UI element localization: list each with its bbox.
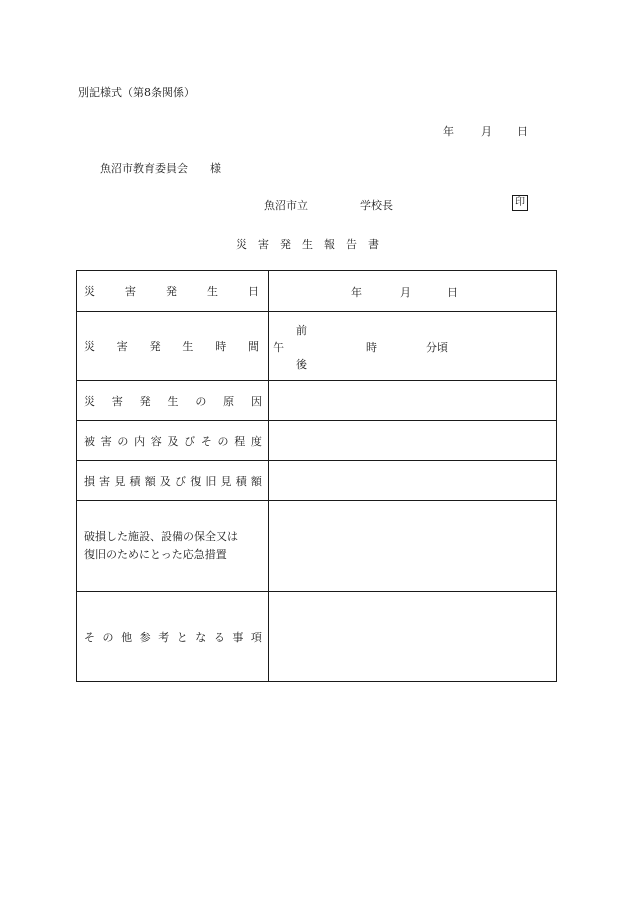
date-year: 年 [443,125,454,138]
value-damage-estimate[interactable] [269,461,557,501]
row-other-notes [77,592,557,682]
signature-school-prefix: 魚沼市立 [264,199,308,212]
signature-title: 学校長 [360,199,393,212]
label-damage-details: 被 害 の 内 容 及 び そ の 程 度 [77,421,269,461]
row-disaster-cause [77,381,557,421]
hour-label: 時 [366,341,377,354]
row-disaster-time [77,312,557,381]
label-other-notes: そ の 他 参 考 と な る 事 項 [77,592,269,682]
title-char: 害 [258,238,269,251]
title-char: 生 [302,238,313,251]
title-char: 告 [346,238,357,251]
date-line [443,123,528,139]
value-year: 年 [351,286,362,299]
date-month: 月 [481,125,492,138]
title-char: 発 [280,238,291,251]
document-title [236,236,379,252]
row-emergency-measures [77,501,557,592]
row-disaster-date [77,271,557,312]
title-char: 報 [324,238,335,251]
label-disaster-cause: 災 害 発 生 の 原 因 [77,381,269,421]
seal-mark: 印 [512,195,528,211]
addressee [100,160,221,176]
value-disaster-date[interactable] [269,271,557,312]
label-emergency-line2: 復旧のためにとった応急措置 [84,548,227,561]
pm-label: 後 [296,358,307,371]
value-day: 日 [447,286,458,299]
value-disaster-time[interactable] [269,312,557,381]
title-char: 災 [236,238,247,251]
label-damage-estimate: 損 害 見 積 額 及 び 復 旧 見 積 額 [77,461,269,501]
title-char: 書 [368,238,379,251]
addressee-honorific: 様 [210,162,221,175]
label-emergency-measures [77,501,269,592]
value-disaster-cause[interactable] [269,381,557,421]
noon-label: 午 [273,341,284,354]
date-day: 日 [517,125,528,138]
row-damage-estimate [77,461,557,501]
am-label: 前 [296,324,307,337]
value-other-notes[interactable] [269,592,557,682]
label-disaster-time: 災 害 発 生 時 間 [77,312,269,381]
report-table [76,270,557,682]
minute-label: 分頃 [426,341,448,354]
signature-line [264,197,393,213]
value-emergency-measures[interactable] [269,501,557,592]
form-note: 別記様式（第8条関係） [78,86,195,99]
row-damage-details [77,421,557,461]
label-emergency-line1: 破損した施設、設備の保全又は [84,530,238,543]
value-damage-details[interactable] [269,421,557,461]
addressee-name: 魚沼市教育委員会 [100,162,188,175]
value-month: 月 [400,286,411,299]
label-disaster-date: 災 害 発 生 日 [77,271,269,312]
